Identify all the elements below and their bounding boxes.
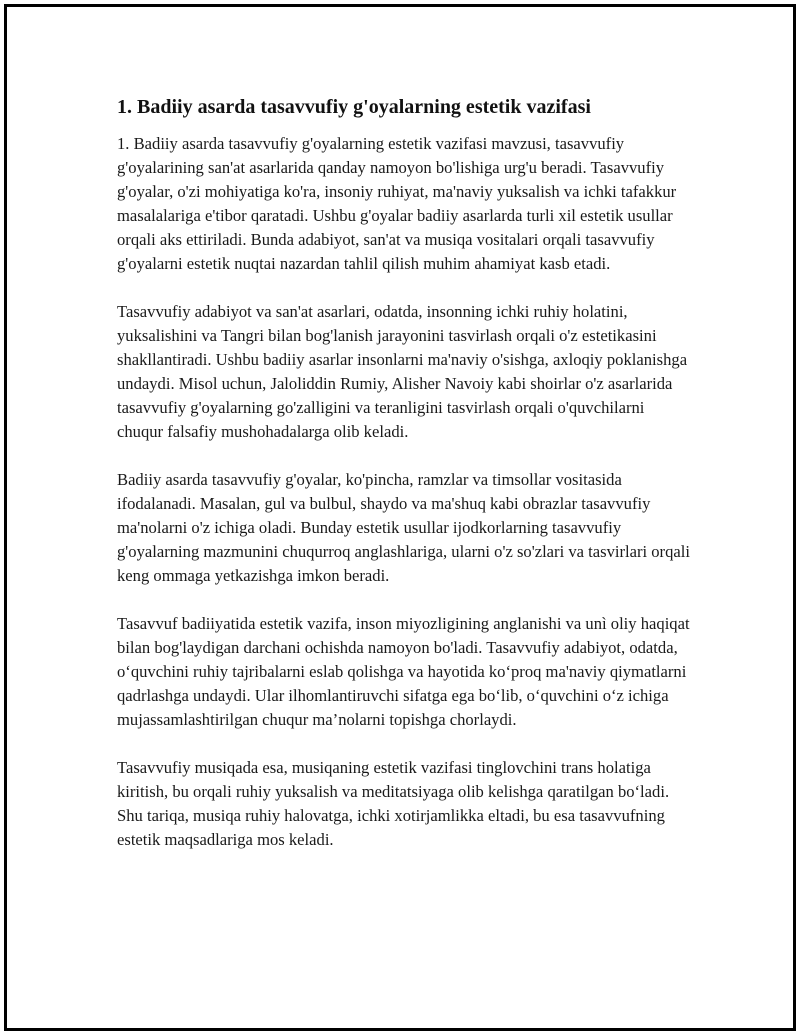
paragraph-2: Tasavvufiy adabiyot va san'at asarlari, odatda, insonning ichki ruhiy holatini, yuksalishini va Tangri bilan bog'lanish jarayonini tasvirlash orqali o'z estetikasini shakllantiradi. Ushbu badiiy asarlar insonlarni ma'naviy o'sishga, axloqiy poklanishga undaydi. Misol uchun, Jaloliddin Rumiy, Alisher Navoiy kabi shoirlar o'z asarlarida tasavvufiy g'oyalarning go'zalligini va teranligini tasvirlash orqali o'quvchilarni chuqur falsafiy mushohadalarga olib keladi. xyxy=(117,302,688,441)
document-body xyxy=(117,93,693,876)
paragraph-5: Tasavvufiy musiqada esa, musiqaning estetik vazifasi tinglovchini trans holatiga kiritish, bu orqali ruhiy yuksalish va meditatsiyaga olib kelishga qaratilgan bo‘ladi. Shu tariqa, musiqa ruhiy halovatga, ichki xotirjamlikka eltadi, bu esa tasavvufning estetik maqsadlariga mos keladi. xyxy=(117,758,670,849)
paragraph-3: Badiiy asarda tasavvufiy g'oyalar, ko'pincha, ramzlar va timsollar vositasida ifodalanadi. Masalan, gul va bulbul, shaydo va ma'shuq kabi obrazlar tasavvufiy ma'nolarni o'z ichiga oladi. Bunday estetik usullar ijodkorlarning tasavvufiy g'oyalarning mazmunini chuqurroq anglashlariga, ularni o'z so'zlari va tasvirlari orqali keng ommaga yetkazishga imkon beradi. xyxy=(117,470,690,585)
paragraph-4: Tasavvuf badiiyatida estetik vazifa, inson miyozligining anglanishi va unì oliy haqiqat bilan bog'laydigan darchani ochishda namoyon bo'ladi. Tasavvufiy adabiyot, odatda, o‘quvchini ruhiy tajribalarni eslab qolishga va hayotida ko‘proq ma'naviy qiymatlarni qadrlashga undaydi. Ular ilhomlantiruvchi sifatga ega bo‘lib, o‘quvchini o‘z ichiga mujassamlashtirilgan chuqur ma’nolarni topishga chorlaydi. xyxy=(117,614,690,729)
paragraph-1: 1. Badiiy asarda tasavvufiy g'oyalarning estetik vazifasi mavzusi, tasavvufiy g'oyalarining san'at asarlarida qanday namoyon bo'lishiga urg'u beradi. Tasavvufiy g'oyalar, o'zi mohiyatiga ko'ra, insoniy ruhiyat, ma'naviy yuksalish va ichki tafakkur masalalariga e'tibor qaratadi. Ushbu g'oyalar badiiy asarlarda turli xil estetik usullar orqali aks ettiriladi. Bunda adabiyot, san'at va musiqa vositalari orqali tasavvufiy g'oyalarni estetik nuqtai nazardan tahlil qilish muhim ahamiyat kasb etadi. xyxy=(117,134,677,273)
document-title: 1. Badiiy asarda tasavvufiy g'oyalarning estetik vazifasi xyxy=(117,96,591,118)
